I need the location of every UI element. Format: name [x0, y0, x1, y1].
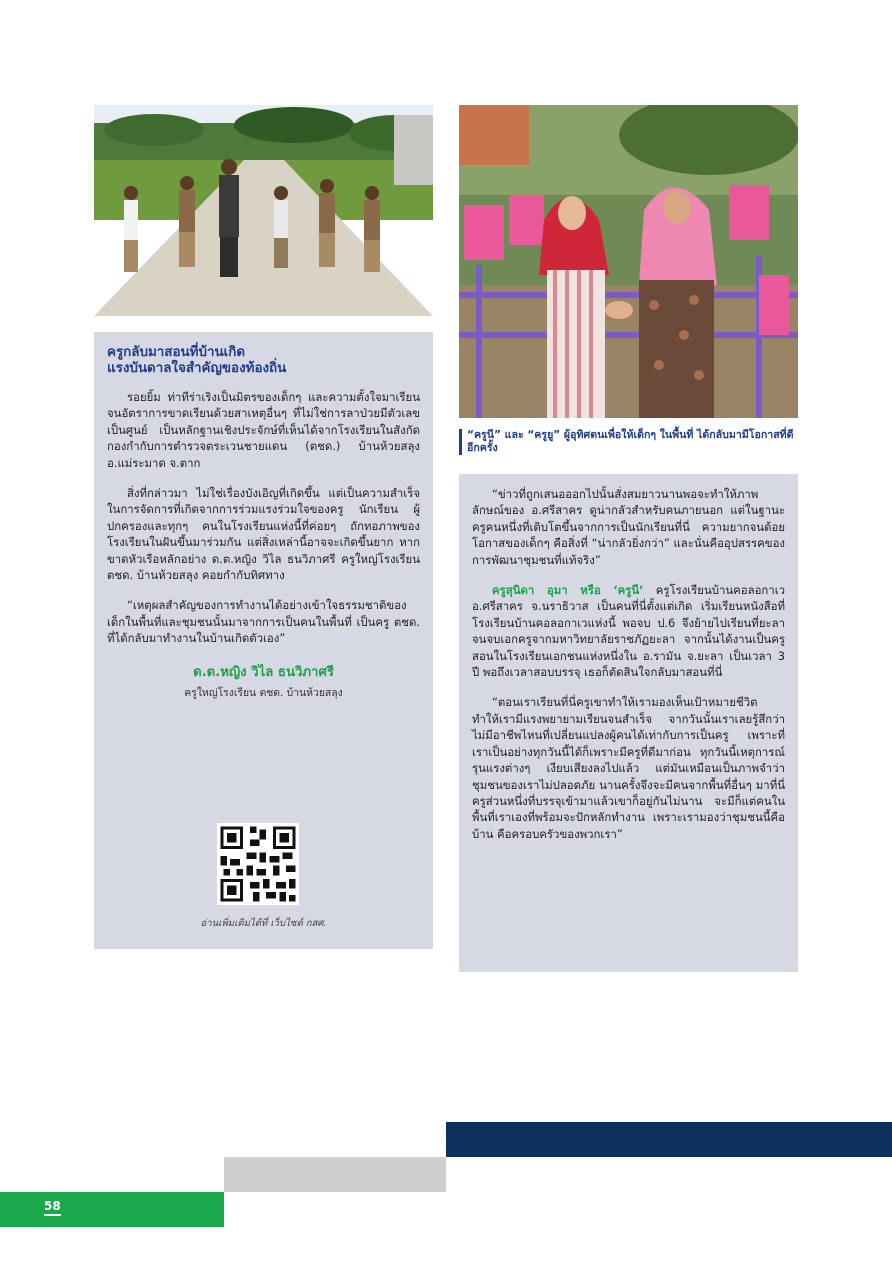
heading-line-2: แรงบันดาลใจสำคัญของท้องถิ่น	[107, 361, 287, 376]
left-quote: “เหตุผลสำคัญของการทำงานได้อย่างเข้าใจธรรมชาติของเด็กในพื้นที่และชุมชนนั้นมาจากการเป็นคนในพื้นที่ เป็นครู ตชด. ที่ได้กลับมาทำงานในบ้านเกิดตัวเอง”	[107, 598, 420, 646]
photo-caption: “ครูนี” และ “ครูยู” ผู้อุทิศตนเพื่อให้เด็กๆ ในพื้นที่ ได้กลับมามีโอกาสที่ดีอีกครั้ง	[459, 429, 798, 455]
left-paragraph-2: สิ่งที่กล่าวมา ไม่ใช่เรื่องบังเอิญที่เกิดขึ้น แต่เป็นความสำเร็จในการจัดการที่เกิดจากการร่วมแรงร่วมใจของครู นักเรียน ผู้ปกครองและทุกๆ คนในโรงเรียนแห่งนี้ที่ค่อยๆ ถักทอภาพของโรงเรียนในฝันขึ้นมาร่วมกัน แต่สิ่งเหล่านี้อาจจะเกิดขึ้นยาก หากขาดหัวเรือหลักอย่าง ด.ต.หญิง วิไล ธนวิภาศรี ครูใหญ่โรงเรียน ตชด. บ้านห้วยสลุง คอยกำกับทิศทาง	[107, 486, 420, 583]
section-heading	[107, 345, 420, 377]
qr-caption: อ่านเพิ่มเติมได้ที่ เว็บไซต์ กสศ.	[200, 918, 327, 929]
page-number: 58	[44, 1199, 61, 1216]
signature-name: ด.ต.หญิง วิไล ธนวิภาศรี	[193, 664, 334, 680]
right-paragraph-2-text: ครูโรงเรียนบ้านคอลอกาเว อ.ศรีสาคร จ.นราธิวาส เป็นคนที่นี่ตั้งแต่เกิด เริ่มเรียนหนังสือที่โรงเรียนบ้านคอลอกาเวแห่งนี้ พอจบ ป.6 จึงย้ายไปเรียนที่ยะลาจนจบเอกครูจากมหาวิทยาลัยราชภัฏยะลา จากนั้นได้งานเป็นครูสอนในโรงเรียนเอกชนแห่งหนึ่งใน อ.รามัน จ.ยะลา เป็นเวลา 3 ปี พอถึงเวลาสอบบรรจุ เธอก็ตัดสินใจกลับมาสอนที่นี่	[472, 583, 786, 680]
footer-green-bar	[0, 1192, 224, 1227]
right-text-box	[459, 474, 798, 972]
right-paragraph-2	[472, 582, 785, 680]
footer-navy-bar	[446, 1122, 892, 1157]
children-walking-photo	[94, 105, 433, 316]
teachers-shaking-hands-photo	[459, 105, 798, 418]
teacher-name-highlight: ครูสุนิดา อุมา หรือ ‘ครูนี’	[492, 583, 644, 598]
right-paragraph-1: “ข่าวที่ถูกเสนอออกไปนั้นสั่งสมยาวนานพอจะทำให้ภาพลักษณ์ของ อ.ศรีสาคร ดูน่ากลัวสำหรับคนภายนอก แต่ในฐานะครูคนหนึ่งที่เติบโตขึ้นจากการเป็นนักเรียนที่นี่ ความยากจนด้อยโอกาสของเด็กๆ คือสิ่งที่ “น่ากลัวยิ่งกว่า” และนั่นคืออุปสรรคของการพัฒนาชุมชนที่แท้จริง”	[472, 487, 785, 567]
right-paragraph-3: “ตอนเราเรียนที่นี่ครูเขาทำให้เรามองเห็นเป้าหมายชีวิต ทำให้เรามีแรงพยายามเรียนจนสำเร็จ จากวันนั้นเราเลยรู้สึกว่าไม่มีอาชีพไหนที่เปลี่ยนแปลงผู้คนได้เท่ากับการเป็นครู เพราะที่เราเป็นอย่างทุกวันนี้ได้ก็เพราะมีครูที่ดีมาก่อน ทุกวันนี้เหตุการณ์รุนแรงต่างๆ เงียบเสียงลงไปแล้ว แต่มันเหมือนเป็นภาพจำว่าชุมชนของเราไม่ปลอดภัย นานครั้งจึงจะมีคนจากพื้นที่อื่นๆ มาที่นี่ ครูส่วนหนึ่งที่บรรจุเข้ามาแล้วเขาก็อยู่กันไม่นาน จะมีก็แต่คนในพื้นที่เราเองที่พร้อมจะปักหลักทำงาน เพราะเรามองว่าชุมชนนี้คือบ้าน คือครอบครัวของพวกเรา”	[472, 695, 785, 841]
heading-line-1: ครูกลับมาสอนที่บ้านเกิด	[107, 345, 246, 360]
qr-code-icon[interactable]	[217, 823, 299, 905]
footer-gray-bar	[224, 1157, 446, 1192]
left-paragraph-1: รอยยิ้ม ท่าทีร่าเริงเป็นมิตรของเด็กๆ และความตั้งใจมาเรียนจนอัตราการขาดเรียนด้วยสาเหตุอื่นๆ ที่ไม่ใช่การลาป่วยมีตัวเลขเป็นศูนย์ เป็นหลักฐานเชิงประจักษ์ที่เห็นได้จากโรงเรียนในสังกัดกองกำกับการตำรวจตระเวนชายแดน (ตชด.) บ้านห้วยสลุง อ.แม่ระมาด จ.ตาก	[107, 390, 420, 470]
signature-role: ครูใหญ่โรงเรียน ตชด. บ้านห้วยสลุง	[184, 686, 343, 699]
